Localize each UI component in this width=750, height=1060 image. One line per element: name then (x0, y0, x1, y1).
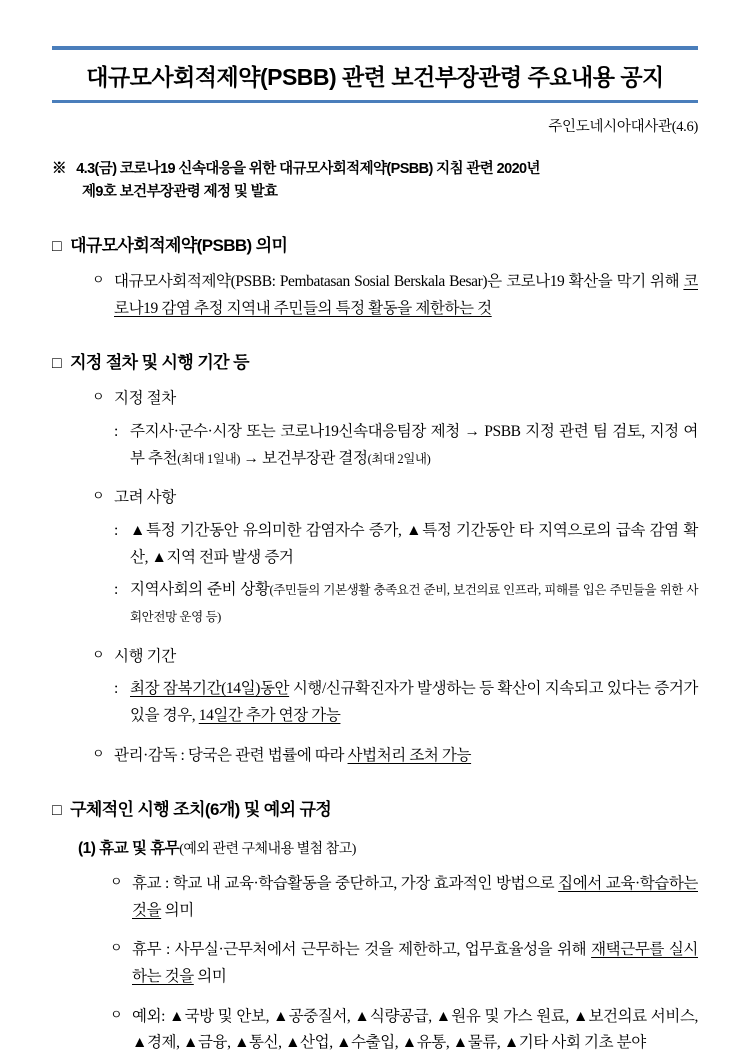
section-box-icon: □ (52, 802, 62, 820)
summary-note (52, 158, 698, 205)
section-box-icon: □ (52, 355, 62, 373)
text-segment: 지역사회의 준비 상황 (130, 581, 270, 599)
list-item (110, 937, 698, 990)
page-title: 대규모사회적제약(PSBB) 관련 보건부장관령 주요내용 공지 (86, 64, 664, 90)
list-item-text (114, 743, 698, 770)
bullet-circle-icon: ㅇ (92, 271, 105, 287)
colon-mark: : (114, 581, 118, 599)
sub-line (114, 577, 698, 630)
colon-mark: : (114, 521, 118, 539)
sub-line (114, 676, 698, 729)
text-segment-underlined: 사법처리 조처 가능 (347, 746, 472, 764)
sub-line-text (130, 676, 698, 729)
section-heading-1 (52, 231, 698, 256)
text-segment-underlined: 코로나19 감염 추정 지역내 주민들의 특정 활동을 제한하는 것 (114, 272, 698, 317)
text-segment-underlined: 14일간 추가 연장 가능 (198, 706, 341, 724)
text-segment-small: (주민들의 기본생활 충족요건 준비, 보건의료 인프라, 피해를 입은 주민들을 위한 사회안전망 운영 등) (130, 583, 698, 624)
sub-line-text (130, 577, 698, 630)
bullet-circle-icon: ㅇ (92, 488, 105, 504)
sub-line (114, 419, 698, 472)
list-item (92, 644, 698, 671)
section-heading-2-text: 지정 절차 및 시행 기간 등 (70, 353, 249, 373)
text-segment: 휴교 : 학교 내 교육·학습활동을 중단하고, 가장 효과적인 방법으로 (132, 875, 559, 893)
text-segment: → 보건부장관 결정 (240, 449, 368, 467)
text-segment: 시행/신규확진자가 발생하는 등 확산이 지속되고 있다는 증거가 있을 경우, (130, 680, 698, 724)
list-item (110, 871, 698, 924)
bullet-circle-icon: ㅇ (92, 646, 105, 662)
text-segment: 휴무 : 사무실·근무처에서 근무하는 것을 제한하고, 업무효율성을 위해 (132, 941, 592, 959)
note-line-1: 4.3(금) 코로나19 신속대응을 위한 대규모사회적제약(PSBB) 지침 관련 2020년 (76, 161, 540, 177)
sub-heading (78, 836, 698, 858)
note-line-2: 제9호 보건부장관령 제정 및 발효 (82, 184, 278, 201)
text-segment-underlined: 최장 잠복기간(14일)동안 (130, 680, 290, 698)
list-item-text (114, 269, 698, 322)
list-item-text: 시행 기간 (114, 647, 176, 665)
text-segment-small: (최대 2일내) (367, 451, 431, 466)
title-block (52, 46, 698, 103)
sub-line (114, 518, 698, 571)
note-mark: ※ (52, 161, 66, 177)
sub-heading-title: 휴교 및 휴무 (99, 840, 180, 858)
list-item-text: 예외: ▲국방 및 안보, ▲공중질서, ▲식량공급, ▲원유 및 가스 원료, ▲보건의료 서비스, ▲경제, ▲금융, ▲통신, ▲산업, ▲수출입, ▲유통, ▲물류, ▲기타 사회 기초 분야 (132, 1007, 698, 1052)
sub-heading-number: (1) (78, 840, 96, 858)
text-segment-small: (최대 1일내) (177, 451, 241, 466)
section-box-icon: □ (52, 237, 62, 255)
text-segment: 관리·감독 : 당국은 관련 법률에 따라 (114, 746, 348, 764)
list-item (92, 485, 698, 512)
bullet-circle-icon: ㅇ (110, 1006, 123, 1022)
bullet-circle-icon: ㅇ (92, 745, 105, 761)
list-item (92, 269, 698, 322)
list-item (92, 743, 698, 770)
list-item (110, 1004, 698, 1057)
sub-heading-note: (예외 관련 구체내용 별첨 참고) (179, 842, 356, 858)
list-item-text (132, 937, 698, 990)
list-item-text (132, 871, 698, 924)
text-segment: 의미 (193, 968, 227, 986)
section-heading-2 (52, 348, 698, 373)
section-heading-3-text: 구체적인 시행 조치(6개) 및 예외 규정 (70, 800, 332, 820)
bullet-circle-icon: ㅇ (110, 874, 123, 890)
sub-line-text: ▲특정 기간동안 유의미한 감염자수 증가, ▲특정 기간동안 타 지역으로의 급속 감염 확산, ▲지역 전파 발생 증거 (130, 521, 698, 566)
sub-line-text (130, 419, 698, 472)
text-segment: 주지사·군수·시장 또는 코로나19신속대응팀장 제청 → PSBB 지정 관련 팀 검토, 지정 여부 추천 (130, 422, 698, 467)
text-segment-underlined: 집에서 교육·학습하는 것을 (132, 875, 698, 919)
text-segment: 대규모사회적제약(PSBB: Pembatasan Sosial Berskala Besar)은 코로나19 확산을 막기 위해 (114, 272, 684, 290)
text-segment-underlined: 재택근무를 실시하는 것을 (132, 941, 698, 986)
bullet-circle-icon: ㅇ (92, 389, 105, 405)
list-item (92, 386, 698, 413)
list-item-text: 지정 절차 (114, 390, 176, 408)
text-segment: 의미 (161, 901, 194, 919)
title-rule-bottom (52, 100, 698, 103)
section-heading-1-text: 대규모사회적제약(PSBB) 의미 (70, 235, 288, 255)
colon-mark: : (114, 422, 118, 440)
byline: 주인도네시아대사관(4.6) (548, 119, 698, 135)
bullet-circle-icon: ㅇ (110, 940, 123, 956)
colon-mark: : (114, 680, 118, 698)
section-heading-3 (52, 795, 698, 820)
list-item-text: 고려 사항 (114, 489, 176, 507)
